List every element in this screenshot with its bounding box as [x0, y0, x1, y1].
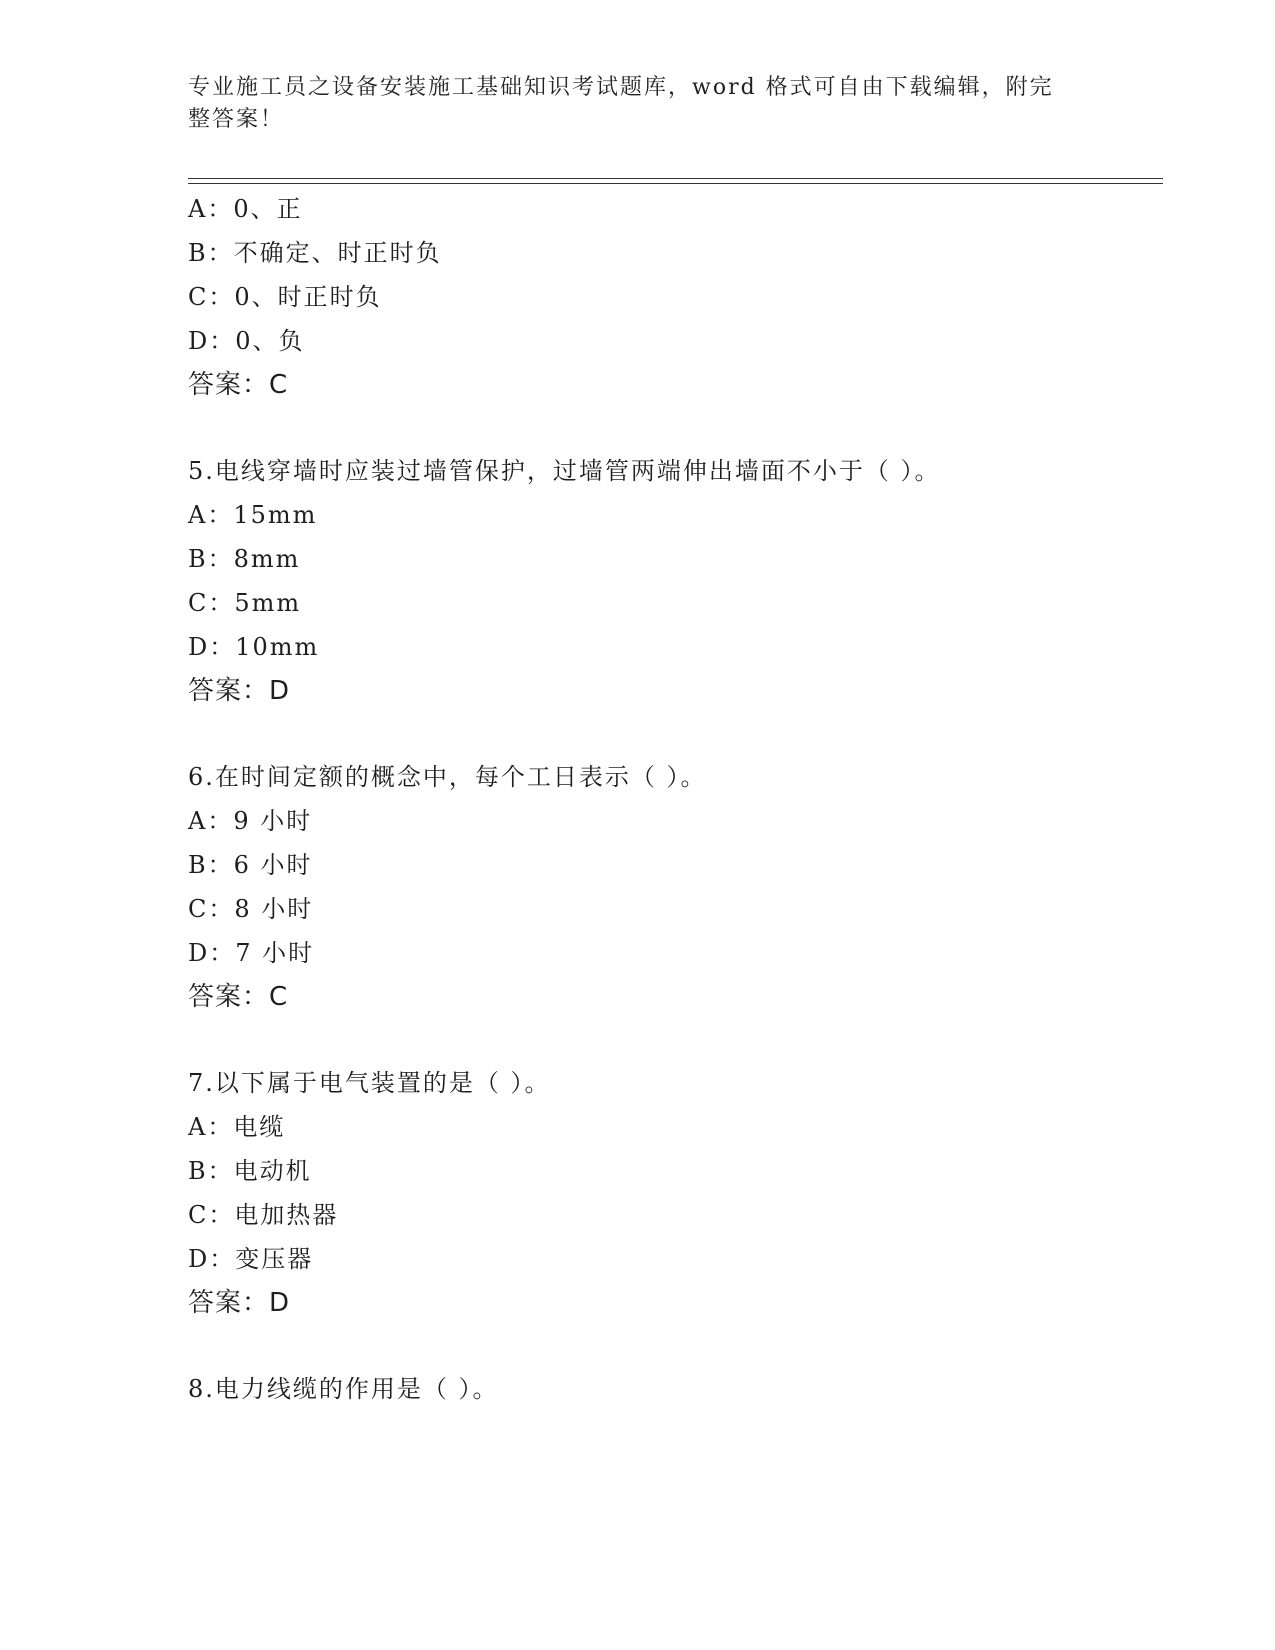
- q4-option-a: A：0、正: [188, 195, 303, 223]
- q6-option-a: A：9 小时: [188, 807, 313, 835]
- q6-option-b: B：6 小时: [188, 851, 313, 879]
- q4-option-b: B：不确定、时正时负: [188, 239, 442, 267]
- header-line-2: 整答案！: [188, 107, 285, 132]
- q7-option-d: D：变压器: [188, 1245, 314, 1273]
- q5-option-b: B：8mm: [188, 545, 301, 573]
- q8-question: 8.电力线缆的作用是（ ）。: [188, 1375, 499, 1403]
- q4-option-d: D：0、负: [188, 327, 305, 355]
- q5-option-c: C：5mm: [188, 589, 302, 617]
- header-divider-bottom: [188, 183, 1163, 184]
- document-header: [188, 72, 1088, 136]
- q7-question: 7.以下属于电气装置的是（ ）。: [188, 1069, 551, 1097]
- q4-option-c: C：0、时正时负: [188, 283, 382, 311]
- q6-option-c: C：8 小时: [188, 895, 314, 923]
- q5-answer: 答案：D: [188, 676, 291, 706]
- q5-option-a: A：15mm: [188, 501, 318, 529]
- q4-answer: 答案：C: [188, 370, 289, 400]
- q5-option-d: D：10mm: [188, 633, 320, 661]
- q7-option-c: C：电加热器: [188, 1201, 339, 1229]
- header-line-1: 专业施工员之设备安装施工基础知识考试题库，word 格式可自由下载编辑，附完: [188, 75, 1054, 100]
- q7-answer: 答案：D: [188, 1288, 291, 1318]
- q5-question: 5.电线穿墙时应装过墙管保护，过墙管两端伸出墙面不小于（ ）。: [188, 457, 941, 485]
- q7-option-b: B：电动机: [188, 1157, 312, 1185]
- header-divider-top: [188, 178, 1163, 179]
- q6-answer: 答案：C: [188, 982, 289, 1012]
- q7-option-a: A：电缆: [188, 1113, 286, 1141]
- q6-question: 6.在时间定额的概念中，每个工日表示（ ）。: [188, 763, 707, 791]
- q6-option-d: D：7 小时: [188, 939, 315, 967]
